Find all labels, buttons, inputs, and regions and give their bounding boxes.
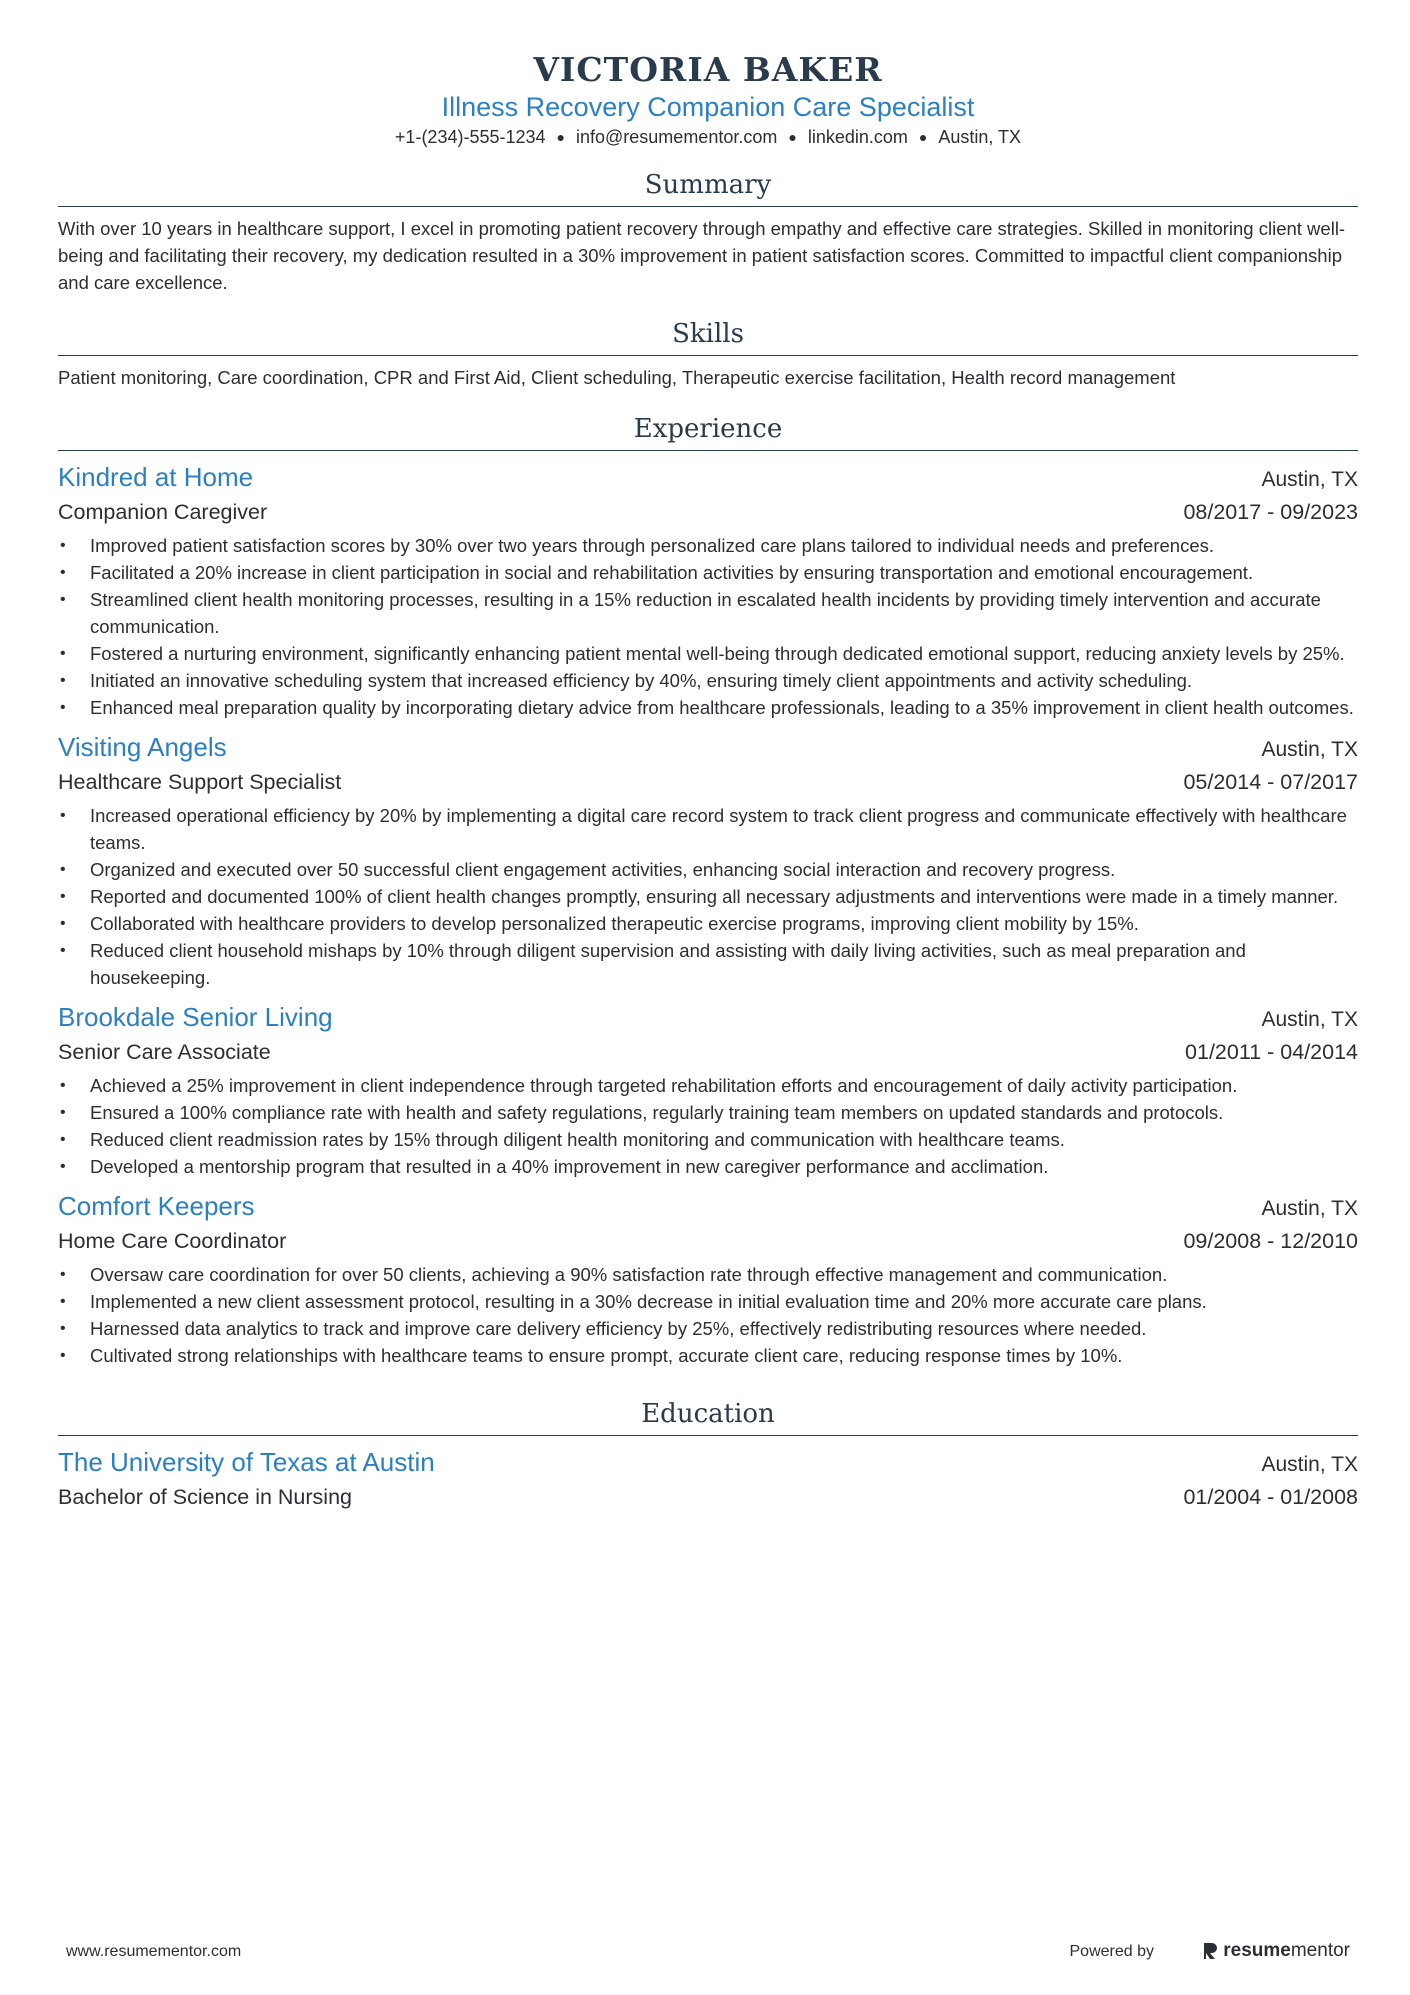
section-title-education: Education [58,1397,1358,1436]
bullet-item: • Increased operational efficiency by 20% by implementing a digital care record system to track client progress and communicate effectively with healthcare teams. [58,802,1358,856]
job-location: Austin, TX [1261,738,1358,761]
candidate-name: VICTORIA BAKER [533,50,883,89]
section-title-summary: Summary [58,168,1358,207]
education-section [58,1397,1358,1513]
footer-brand-logo[interactable] [1201,1940,1350,1962]
job-dates: 05/2014 - 07/2017 [1183,770,1358,794]
bullet-item: • Harnessed data analytics to track and improve care delivery efficiency by 25%, effectively redistributing resources where needed. [58,1315,1358,1342]
bullet-item: • Reduced client readmission rates by 15% through diligent health monitoring and communication with healthcare teams. [58,1126,1358,1153]
bullet-item: • Streamlined client health monitoring processes, resulting in a 15% reduction in escalated health incidents by providing timely intervention and accurate communication. [58,586,1358,640]
education-entry [58,1446,1358,1513]
job-location: Austin, TX [1261,1008,1358,1031]
resumementor-logo-icon [1201,1941,1219,1961]
contact-phone: +1-(234)-555-1234 [394,127,546,147]
degree: Bachelor of Science in Nursing [58,1485,352,1509]
job-location: Austin, TX [1261,1197,1358,1220]
section-title-skills: Skills [58,317,1358,356]
job-entry [58,1190,1358,1369]
job-dates: 01/2011 - 04/2014 [1185,1040,1358,1064]
job-bullets [58,532,1358,721]
footer-site-link[interactable]: www.resumementor.com [66,1943,242,1960]
job-company: Brookdale Senior Living [58,1002,333,1032]
job-title: Healthcare Support Specialist [58,770,342,794]
contact-email[interactable]: info@resumementor.com [576,127,778,147]
bullet-item: • Fostered a nurturing environment, significantly enhancing patient mental well-being through dedicated emotional support, reducing anxiety levels by 25%. [58,640,1358,667]
contact-location: Austin, TX [938,127,1022,147]
job-title: Home Care Coordinator [58,1229,287,1253]
bullet-item: • Facilitated a 20% increase in client participation in social and rehabilitation activities by ensuring transportation and emotional encouragement. [58,559,1358,586]
separator-dot-icon: ● [556,129,565,145]
job-company: Kindred at Home [58,462,254,492]
job-bullets [58,1072,1358,1180]
school-name: The University of Texas at Austin [58,1447,435,1477]
job-entry [58,1001,1358,1180]
job-entry [58,461,1358,721]
job-bullets [58,802,1358,991]
bullet-item: • Enhanced meal preparation quality by incorporating dietary advice from healthcare professionals, leading to a 35% improvement in client health outcomes. [58,694,1358,721]
bullet-item: • Cultivated strong relationships with healthcare teams to ensure prompt, accurate client care, reducing response times by 10%. [58,1342,1358,1369]
bullet-item: • Improved patient satisfaction scores by 30% over two years through personalized care plans tailored to individual needs and preferences. [58,532,1358,559]
bullet-item: • Reported and documented 100% of client health changes promptly, ensuring all necessary adjustments and interventions were made in a timely manner. [58,883,1358,910]
resume-page [58,0,1358,1513]
section-title-experience: Experience [58,412,1358,451]
candidate-role: Illness Recovery Companion Care Specialist [441,92,975,122]
skills-text: Patient monitoring, Care coordination, CPR and First Aid, Client scheduling, Therapeutic exercise facilitation, Health record management [58,367,1176,388]
separator-dot-icon: ● [788,129,797,145]
job-title: Companion Caregiver [58,500,268,524]
bullet-item: • Reduced client household mishaps by 10% through diligent supervision and assisting with daily living activities, such as meal preparation and housekeeping. [58,937,1358,991]
bullet-item: • Collaborated with healthcare providers to develop personalized therapeutic exercise programs, improving client mobility by 15%. [58,910,1358,937]
job-bullets [58,1261,1358,1369]
page-footer [66,1939,1350,1967]
bullet-item: • Initiated an innovative scheduling system that increased efficiency by 40%, ensuring timely client appointments and activity scheduling. [58,667,1358,694]
job-dates: 09/2008 - 12/2010 [1183,1229,1358,1253]
job-company: Visiting Angels [58,732,227,762]
job-location: Austin, TX [1261,468,1358,491]
school-location: Austin, TX [1261,1453,1358,1476]
summary-text: With over 10 years in healthcare support, I excel in promoting patient recovery through empathy and effective care strategies. Skilled in monitoring client well-being and facilitating their recovery, my dedication resulted in a 30% improvement in patient satisfaction scores. Committed to impactful client companionship and care excellence. [58,218,1346,293]
bullet-item: • Developed a mentorship program that resulted in a 40% improvement in new caregiver performance and acclimation. [58,1153,1358,1180]
bullet-item: • Oversaw care coordination for over 50 clients, achieving a 90% satisfaction rate through effective management and communication. [58,1261,1358,1288]
job-entry [58,731,1358,991]
brand-bold-text: resume [1223,1940,1291,1961]
bullet-item: • Organized and executed over 50 successful client engagement activities, enhancing social interaction and recovery progress. [58,856,1358,883]
job-dates: 08/2017 - 09/2023 [1183,500,1358,524]
brand-light-text: mentor [1290,1940,1350,1961]
contact-linkedin[interactable]: linkedin.com [807,127,908,147]
job-company: Comfort Keepers [58,1191,255,1221]
bullet-item: • Implemented a new client assessment protocol, resulting in a 30% decrease in initial evaluation time and 20% more accurate care plans. [58,1288,1358,1315]
job-title: Senior Care Associate [58,1040,271,1064]
education-dates: 01/2004 - 01/2008 [1183,1485,1358,1509]
bullet-item: • Achieved a 25% improvement in client independence through targeted rehabilitation efforts and encouragement of daily activity participation. [58,1072,1358,1099]
separator-dot-icon: ● [918,129,928,145]
bullet-item: • Ensured a 100% compliance rate with health and safety regulations, regularly training team members on updated standards and protocols. [58,1099,1358,1126]
footer-powered-by: Powered by [1069,1943,1154,1960]
resume-header [58,0,1358,150]
skills-section [58,317,1358,391]
experience-section [58,412,1358,1369]
summary-section [58,168,1358,296]
contact-line [58,124,1358,150]
